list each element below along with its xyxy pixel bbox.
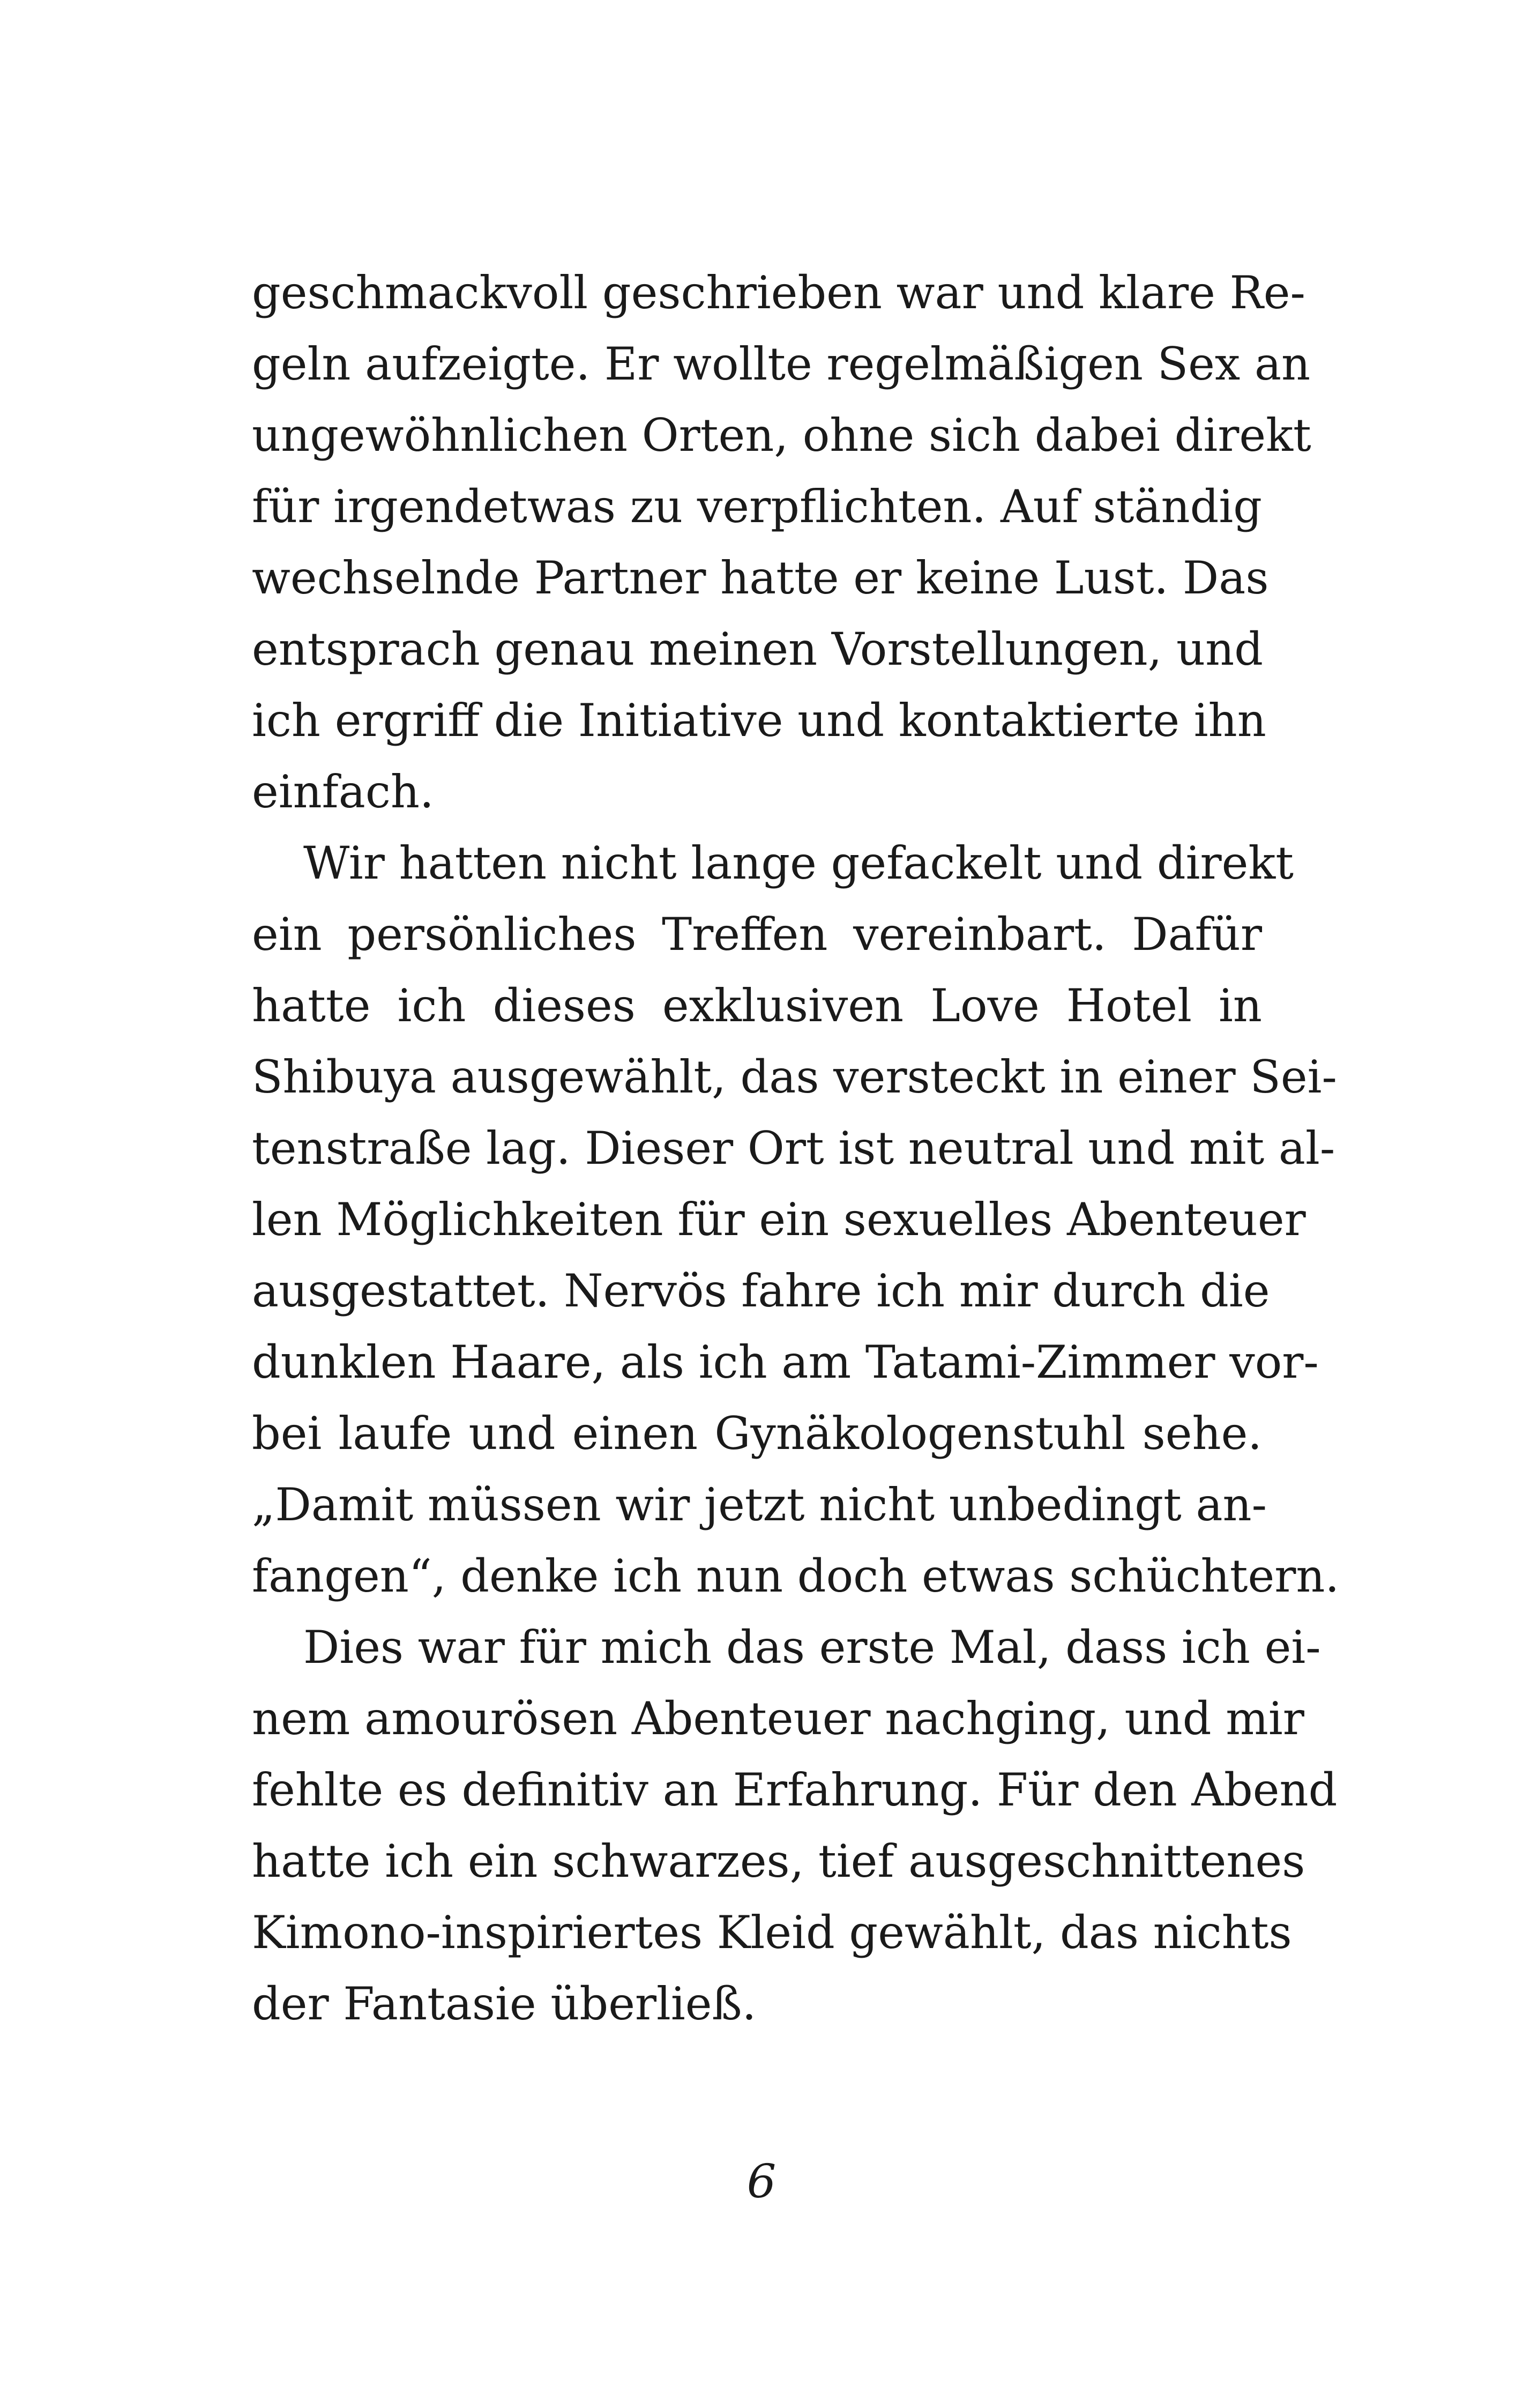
text-line: hatte ich ein schwarzes, tief ausgeschnittenes	[252, 1835, 1305, 1887]
text-line: Shibuya ausgewählt, das versteckt in einer Sei-	[252, 1051, 1337, 1103]
body-text	[252, 257, 1340, 2040]
text-line: entsprach genau meinen Vorstellungen, und	[252, 623, 1263, 675]
text-line: ausgestattet. Nervös fahre ich mir durch die	[252, 1265, 1270, 1317]
text-line: für irgendetwas zu verpflichten. Auf ständig	[252, 480, 1262, 533]
text-line: dunklen Haare, als ich am Tatami-Zimmer vor-	[252, 1336, 1319, 1388]
text-line: bei laufe und einen Gynäkologenstuhl sehe.	[252, 1407, 1262, 1460]
text-line: der Fantasie überließ.	[252, 1978, 757, 2030]
page-number: 6	[746, 2155, 777, 2209]
text-line: len Möglichkeiten für ein sexuelles Abenteuer	[252, 1193, 1306, 1246]
paragraph-1	[252, 257, 1311, 828]
text-line: hatte ich dieses exklusiven Love Hotel in	[252, 979, 1262, 1032]
text-line: fangen“, denke ich nun doch etwas schüchtern.	[252, 1550, 1340, 1602]
text-line: wechselnde Partner hatte er keine Lust. Das	[252, 552, 1269, 604]
text-line: nem amourösen Abenteuer nachging, und mir	[252, 1692, 1304, 1745]
text-line: einfach.	[252, 765, 434, 818]
text-line: fehlte es definitiv an Erfahrung. Für den Abend	[252, 1764, 1338, 1816]
paragraph-2	[252, 828, 1340, 1612]
text-line: Dies war für mich das erste Mal, dass ich ei-	[303, 1621, 1321, 1674]
text-line: tenstraße lag. Dieser Ort ist neutral und mit al-	[252, 1122, 1335, 1175]
text-line: ungewöhnlichen Orten, ohne sich dabei direkt	[252, 409, 1311, 462]
text-line: Wir hatten nicht lange gefackelt und direkt	[303, 837, 1294, 889]
text-line: Kimono-inspiriertes Kleid gewählt, das nichts	[252, 1906, 1292, 1959]
text-line: geln aufzeigte. Er wollte regelmäßigen Sex an	[252, 338, 1311, 390]
text-line: „Damit müssen wir jetzt nicht unbedingt an-	[252, 1478, 1267, 1531]
text-line: geschmackvoll geschrieben war und klare Re-	[252, 266, 1305, 319]
text-line: ich ergriff die Initiative und kontaktierte ihn	[252, 694, 1266, 747]
paragraph-3	[252, 1612, 1338, 2040]
text-line: ein persönliches Treffen vereinbart. Dafür	[252, 908, 1262, 961]
